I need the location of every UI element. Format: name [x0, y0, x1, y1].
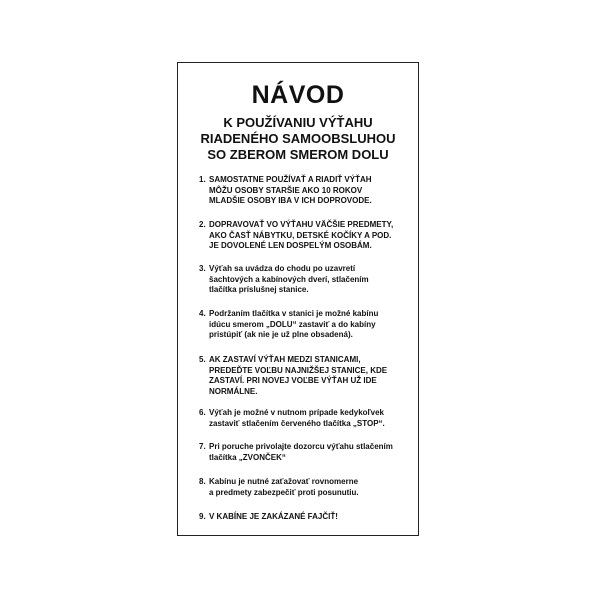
instruction-item — [199, 264, 410, 296]
item-text-line: a predmety zabezpečiť proti posunutiu. — [209, 487, 359, 497]
item-text-line: JE DOVOLENÉ LEN DOSPELÝM OSOBÁM. — [209, 241, 372, 250]
item-text-line: tlačítka „ZVONČEK“ — [209, 452, 286, 462]
item-number: 3. — [199, 264, 206, 273]
item-text-line: Výťah je možné v nutnom prípade kedykoľvek — [209, 408, 384, 417]
item-text-line: idúcu smerom „DOLU“ zastaviť a do kabíny — [209, 319, 376, 329]
instruction-item — [199, 355, 410, 397]
instruction-item — [199, 477, 410, 498]
item-text-line: V KABÍNE JE ZAKÁZANÉ FAJČIŤ! — [209, 512, 338, 521]
item-text-line: tlačítka príslušnej stanice. — [209, 285, 309, 294]
item-text-line: DOPRAVOVAŤ VO VÝŤAHU VÄČŠIE PREDMETY, — [209, 220, 394, 229]
item-text-line: šachtových a kabínových dverí, stlačením — [209, 274, 369, 284]
item-number: 5. — [199, 355, 206, 364]
item-number: 4. — [199, 309, 206, 318]
item-text-line: AKO ČASŤ NÁBYTKU, DETSKÉ KOČÍKY A POD. — [209, 230, 392, 240]
subtitle-line: K POUŽÍVANIU VÝŤAHU — [223, 115, 373, 130]
instruction-sign — [177, 62, 419, 536]
item-number: 7. — [199, 442, 206, 451]
item-text-line: zastaviť stlačením červeného tlačítka „STOP“. — [209, 418, 385, 428]
item-number: 8. — [199, 477, 206, 486]
item-number: 1. — [199, 175, 206, 184]
item-number: 2. — [199, 220, 206, 229]
item-text-line: Podržaním tlačítka v stanici je možné kabínu — [209, 309, 379, 318]
item-text-line: NORMÁLNE. — [209, 386, 258, 396]
item-text-line: pristúpiť (ak nie je už plne obsadená). — [209, 330, 353, 339]
instruction-item — [199, 220, 410, 252]
instruction-item — [199, 408, 410, 429]
sign-subtitle — [184, 115, 412, 163]
item-text-line: ZASTAVÍ. PRI NOVEJ VOĽBE VÝŤAH UŽ IDE — [209, 376, 377, 385]
subtitle-line: SO ZBEROM SMEROM DOLU — [207, 147, 389, 162]
instruction-item — [199, 442, 410, 463]
sign-title: NÁVOD — [251, 81, 345, 109]
instruction-item — [199, 175, 410, 207]
item-text-line: AK ZASTAVÍ VÝŤAH MEDZI STANICAMI, — [209, 355, 361, 364]
item-text-line: Kabínu je nutné zaťažovať rovnomerne — [209, 477, 359, 486]
instruction-item — [199, 512, 410, 523]
instruction-item — [199, 309, 410, 341]
item-text-line: PREDEĎTE VOĽBU NAJNIŽŠEJ STANICE, KDE — [209, 365, 388, 375]
item-text-line: MLADŠIE OSOBY IBA V ICH DOPROVODE. — [209, 196, 372, 205]
item-text-line: Pri poruche privolajte dozorcu výťahu stlačením — [209, 442, 393, 451]
item-text-line: MÔŽU OSOBY STARŠIE AKO 10 ROKOV — [209, 185, 363, 195]
item-text-line: SAMOSTATNE POUŽÍVAŤ A RIADIŤ VÝŤAH — [209, 175, 372, 184]
subtitle-line: RIADENÉHO SAMOOBSLUHOU — [200, 131, 396, 146]
item-number: 6. — [199, 408, 206, 417]
item-text-line: Výťah sa uvádza do chodu po uzavretí — [209, 264, 356, 273]
item-number: 9. — [199, 512, 206, 521]
